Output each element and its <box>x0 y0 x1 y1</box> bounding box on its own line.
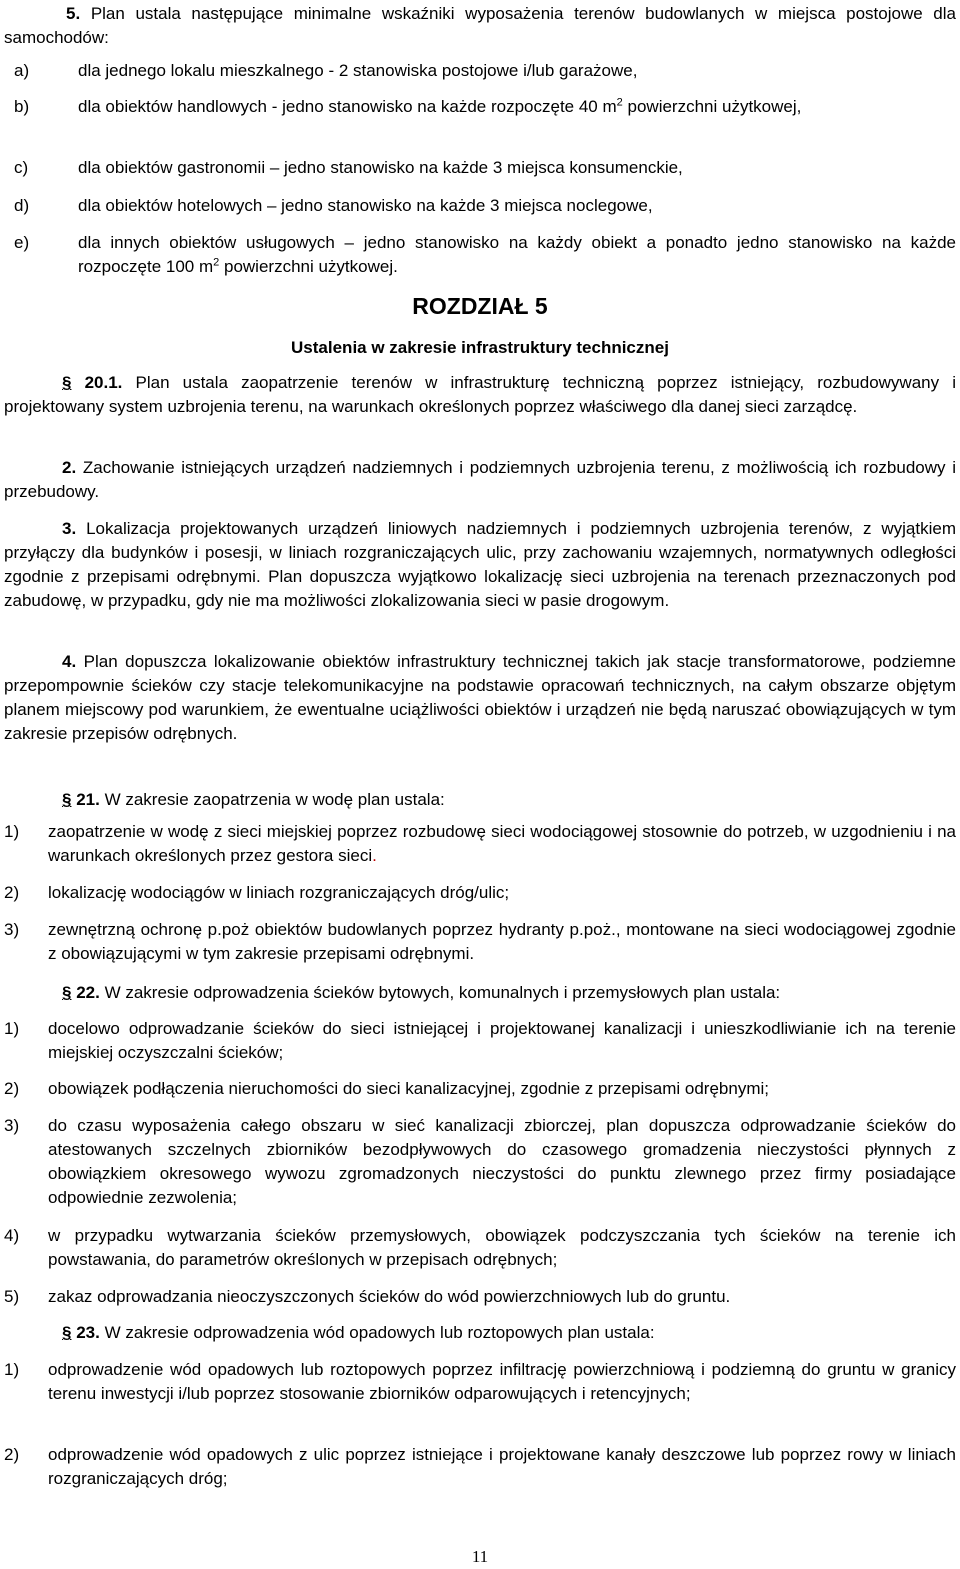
point-number: 4. <box>62 652 77 671</box>
chapter-title: ROZDZIAŁ 5 <box>412 293 548 319</box>
list-label: 2) <box>4 1445 20 1464</box>
section-sign: § <box>62 983 72 1002</box>
point-text: Plan dopuszcza lokalizowanie obiektów infrastruktury technicznej takich jak stacje transformatorowe, podziemne przepompownie ścieków czy stacje telekomunikacyjne na podstawie opracowań technicznych, na całym obszarze objętym planem miejscowy pod warunkiem, że ewentualne uciążliwości obiektów i urządzeń nie będą naruszać obowiązujących w tym zakresie przepisów odrębnych. <box>4 652 956 743</box>
section-21-intro <box>4 788 956 812</box>
list-label: b) <box>14 97 30 116</box>
list-text: dla obiektów gastronomii – jedno stanowisko na każde 3 miejsca konsumenckie, <box>78 158 683 177</box>
list-label: 2) <box>4 1079 20 1098</box>
list-label: 1) <box>4 1019 20 1038</box>
list-text: odprowadzenie wód opadowych lub roztopowych poprzez infiltrację powierzchniową i podziemną do gruntu w granicy terenu inwestycji i/lub poprzez stosowanie zbiorników odparowujących i retencyjnych; <box>48 1360 956 1403</box>
list-text: lokalizację wodociągów w liniach rozgraniczających dróg/ulic; <box>48 883 510 902</box>
section-sign: § <box>62 373 72 392</box>
section-20-point-1 <box>4 371 956 419</box>
point-text: Lokalizacja projektowanych urządzeń liniowych nadziemnych i podziemnych uzbrojenia terenów, z wyjątkiem przyłączy dla budynków i posesji, w liniach rozgraniczających ulic, przy zachowaniu wzajemnych, normatywnych odległości zgodnie z przepisami odrębnymi. Plan dopuszcza wyjątkowo lokalizację sieci uzbrojenia na terenach przeznaczonych pod zabudowę, w przypadku, gdy nie ma możliwości zlokalizowania sieci w pasie drogowym. <box>4 519 956 610</box>
list-label: 2) <box>4 883 20 902</box>
list-label: e) <box>14 233 30 252</box>
point-text: Zachowanie istniejących urządzeń nadziemnych i podziemnych uzbrojenia terenu, z możliwością ich rozbudowy i przebudowy. <box>4 458 956 501</box>
point-number: 3. <box>62 519 77 538</box>
list-text: dla jednego lokalu mieszkalnego - 2 stanowiska postojowe i/lub garażowe, <box>78 61 638 80</box>
chapter-subtitle: Ustalenia w zakresie infrastruktury technicznej <box>291 338 669 357</box>
list-label: 5) <box>4 1287 20 1306</box>
list-text: obowiązek podłączenia nieruchomości do sieci kanalizacyjnej, zgodnie z przepisami odrębnymi; <box>48 1079 769 1098</box>
section-23-intro <box>4 1321 956 1345</box>
section-number: 22. <box>76 983 100 1002</box>
section-20-point-3 <box>4 517 956 613</box>
section-sign: § <box>62 1323 72 1342</box>
list-label: 3) <box>4 920 20 939</box>
list-label: c) <box>14 158 29 177</box>
section-number: 21. <box>76 790 100 809</box>
paragraph-5 <box>4 2 956 50</box>
section-number: 20.1. <box>84 373 123 392</box>
list-text: docelowo odprowadzanie ścieków do sieci istniejącej i projektowanej kanalizacji i unieszkodliwianie ich na terenie miejskiej oczyszczalni ścieków; <box>48 1019 956 1062</box>
list-text: w przypadku wytwarzania ścieków przemysłowych, obowiązek podczyszczania tych ścieków na terenie ich powstawania, do parametrów określonych w przepisach odrębnych; <box>48 1226 956 1269</box>
list-label: 4) <box>4 1226 20 1245</box>
page-number: 11 <box>471 1547 489 1566</box>
section-sign: § <box>62 790 72 809</box>
list-label: d) <box>14 196 30 215</box>
list-label: 3) <box>4 1116 20 1135</box>
list-text: dla obiektów hotelowych – jedno stanowisko na każde 3 miejsca noclegowe, <box>78 196 653 215</box>
section-22-intro <box>4 981 956 1005</box>
section-20-point-4 <box>4 650 956 746</box>
paragraph-number: 5. <box>66 4 81 23</box>
list-text: dla innych obiektów usługowych – jedno stanowisko na każdy obiekt a ponadto jedno stanowisko na każde rozpoczęte 100 $m^2$ powierzchni użytkowej. <box>78 233 956 276</box>
list-text: dla obiektów handlowych - jedno stanowisko na każde rozpoczęte 40 $m^2$ powierzchni użytkowej, <box>78 96 802 116</box>
section-text: W zakresie odprowadzenia wód opadowych lub roztopowych plan ustala: <box>104 1323 655 1342</box>
section-20-point-2 <box>4 456 956 504</box>
section-number: 23. <box>76 1323 100 1342</box>
list-text: do czasu wyposażenia całego obszaru w sieć kanalizacji zbiorczej, plan dopuszcza odprowadzanie ścieków do atestowanych szczelnych zbiorników bezodpływowych do czasowego gromadzenia nieczystości płynnych z obowiązkiem okresowego wywozu zgromadzonych nieczystości do punktu zlewnego przez firmy posiadające odpowiednie zezwolenia; <box>48 1116 956 1207</box>
section-text: W zakresie odprowadzenia ścieków bytowych, komunalnych i przemysłowych plan ustala: <box>104 983 781 1002</box>
list-text: zaopatrzenie w wodę z sieci miejskiej poprzez rozbudowę sieci wodociągowej stosownie do potrzeb, w uzgodnieniu i na warunkach określonych przez gestora sieci. <box>48 822 956 865</box>
paragraph-text: Plan ustala następujące minimalne wskaźniki wyposażenia terenów budowlanych w miejsca postojowe dla samochodów: <box>4 4 956 47</box>
list-text: odprowadzenie wód opadowych z ulic poprzez istniejące i projektowane kanały deszczowe lub poprzez rowy w liniach rozgraniczających dróg; <box>48 1445 956 1488</box>
list-label: a) <box>14 61 30 80</box>
section-text: Plan ustala zaopatrzenie terenów w infrastrukturę techniczną poprzez istniejący, rozbudowywany i projektowany system uzbrojenia terenu, na warunkach określonych poprzez właściwego dla danej sieci zarządcę. <box>4 373 956 416</box>
list-text: zakaz odprowadzania nieoczyszczonych ścieków do wód powierzchniowych lub do gruntu. <box>48 1287 731 1306</box>
point-number: 2. <box>62 458 77 477</box>
list-label: 1) <box>4 822 20 841</box>
section-text: W zakresie zaopatrzenia w wodę plan ustala: <box>104 790 445 809</box>
list-text: zewnętrzną ochronę p.poż obiektów budowlanych poprzez hydranty p.poż., montowane na sieci wodociągowej zgodnie z obowiązującymi w tym zakresie przepisami odrębnymi. <box>48 920 956 963</box>
list-label: 1) <box>4 1360 20 1379</box>
